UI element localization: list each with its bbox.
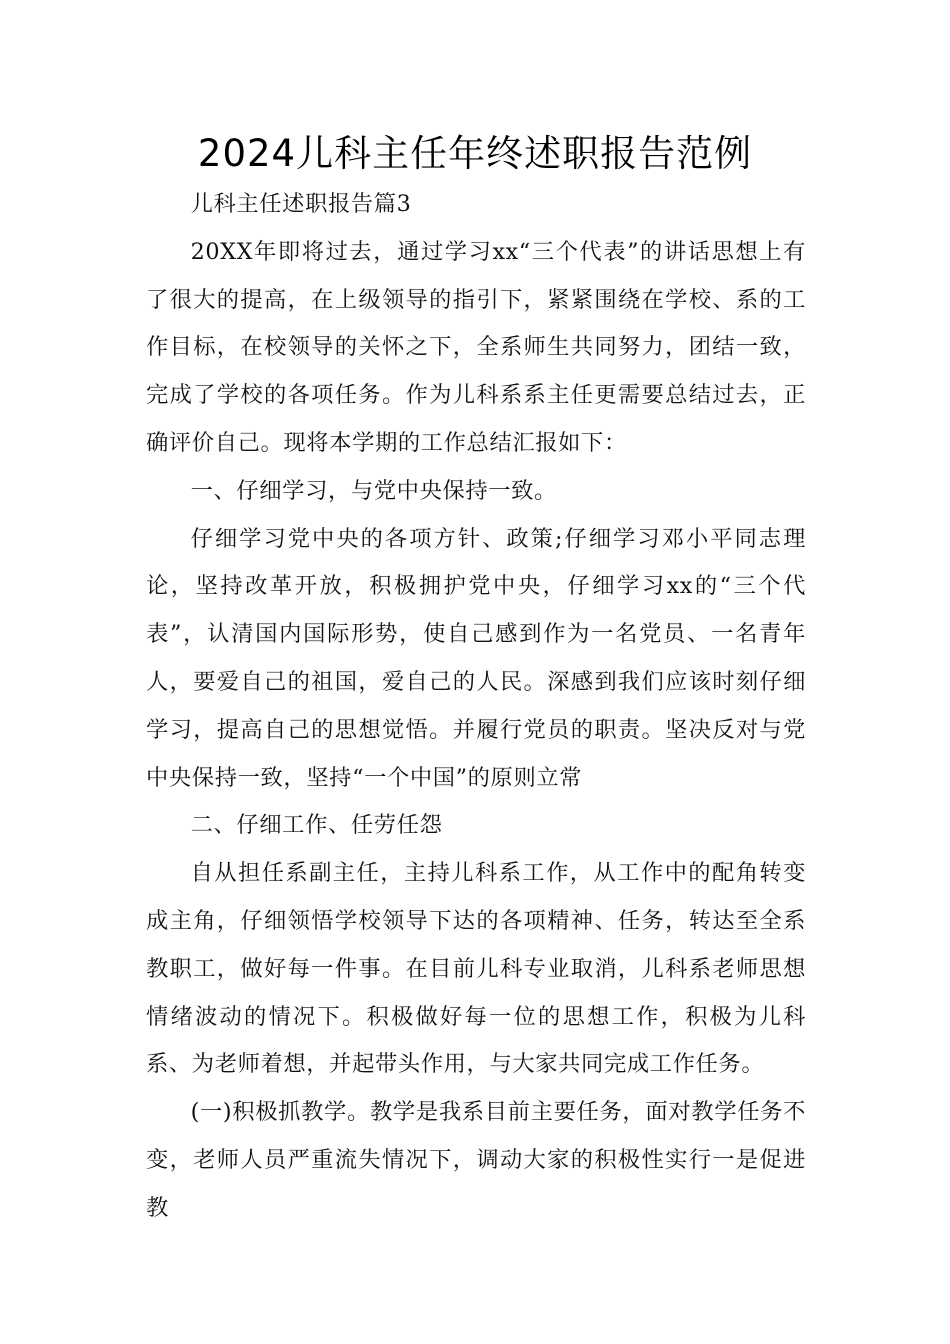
section-subtitle: 儿科主任述职报告篇3 — [190, 191, 412, 217]
document-body — [146, 181, 806, 1233]
subsection-1-paragraph: (一)积极抓教学。教学是我系目前主要任务，面对教学任务不变，老师人员严重流失情况下，调动大家的积极性实行一是促进教 — [146, 1099, 806, 1221]
section-heading-2: 二、仔细工作、任劳任怨 — [190, 812, 443, 839]
section-1-paragraph: 仔细学习党中央的各项方针、政策;仔细学习邓小平同志理论，坚持改革开放，积极拥护党中央，仔细学习xx的“三个代表”，认清国内国际形势，使自己感到作为一名党员、一名青年人，要爱自己的祖国，爱自己的人民。深感到我们应该时刻仔细学习，提高自己的思想觉悟。并履行党员的职责。坚决反对与党中央保持一致，坚持“一个中国”的原则立常 — [146, 525, 806, 791]
section-2-paragraph: 自从担任系副主任，主持儿科系工作，从工作中的配角转变成主角，仔细领悟学校领导下达的各项精神、任务，转达至全系教职工，做好每一件事。在目前儿科专业取消，儿科系老师思想情绪波动的情况下。积极做好每一位的思想工作，积极为儿科系、为老师着想，并起带头作用，与大家共同完成工作任务。 — [146, 860, 806, 1078]
document-title: 2024儿科主任年终述职报告范例 — [197, 132, 753, 175]
intro-paragraph: 20XX年即将过去，通过学习xx“三个代表”的讲话思想上有了很大的提高，在上级领导的指引下，紧紧围绕在学校、系的工作目标，在校领导的关怀之下，全系师生共同努力，团结一致，完成了学校的各项任务。作为儿科系系主任更需要总结过去，正确评价自己。现将本学期的工作总结汇报如下： — [146, 238, 806, 456]
section-heading-1: 一、仔细学习，与党中央保持一致。 — [190, 477, 557, 504]
